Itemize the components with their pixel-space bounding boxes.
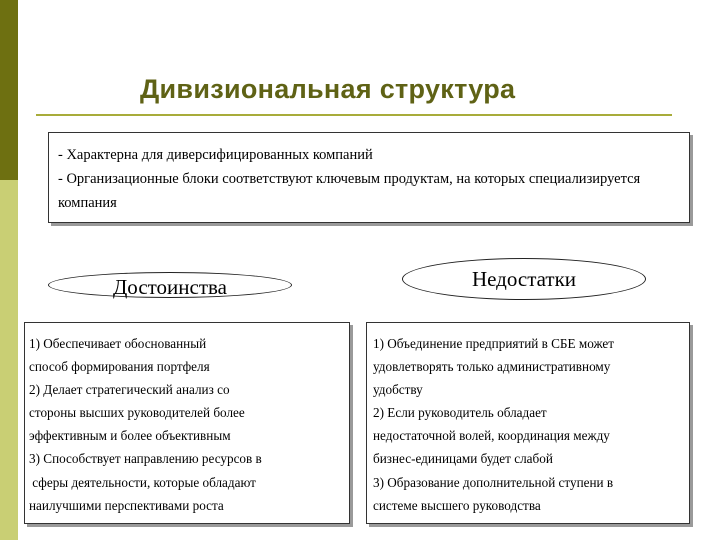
advantages-line: способ формирования портфеля xyxy=(29,359,210,375)
disadvantages-line: системе высшего руководства xyxy=(373,497,541,513)
disadvantages-box xyxy=(366,322,690,524)
advantages-heading xyxy=(48,272,292,298)
description-line: - Характерна для диверсифицированных компаний xyxy=(58,147,373,163)
title-underline xyxy=(36,114,672,116)
sidebar-accent-dark xyxy=(0,0,18,180)
advantages-line: 3) Способствует направлению ресурсов в xyxy=(29,451,262,467)
advantages-line: 2) Делает стратегический анализ со xyxy=(29,382,230,398)
disadvantages-line: 2) Если руководитель обладает xyxy=(373,405,547,421)
disadvantages-line: удовлетворять только административному xyxy=(373,359,611,375)
disadvantages-heading-label: Недостатки xyxy=(471,267,577,291)
advantages-heading-label: Достоинства xyxy=(112,275,227,299)
slide-title: Дивизиональная структура xyxy=(140,74,516,104)
advantages-line: эффективным и более объективным xyxy=(29,428,231,444)
disadvantages-heading xyxy=(402,258,646,300)
disadvantages-line: удобству xyxy=(373,382,423,398)
advantages-box xyxy=(24,322,350,524)
disadvantages-line: 3) Образование дополнительной ступени в xyxy=(373,474,614,490)
description-line: - Организационные блоки соответствуют ключевым продуктам, на которых специализируется компания xyxy=(58,171,641,211)
disadvantages-line: недостаточной волей, координация между xyxy=(373,428,610,444)
advantages-line: сферы деятельности, которые обладают xyxy=(29,474,256,490)
disadvantages-line: бизнес-единицами будет слабой xyxy=(373,451,553,467)
disadvantages-line: 1) Объединение предприятий в СБЕ может xyxy=(373,336,615,351)
advantages-line: стороны высших руководителей более xyxy=(29,405,245,421)
description-box xyxy=(48,132,690,223)
sidebar-accent-light xyxy=(0,180,18,540)
advantages-line: 1) Обеспечивает обоснованный xyxy=(29,336,207,351)
advantages-line: наилучшими перспективами роста xyxy=(29,497,224,513)
